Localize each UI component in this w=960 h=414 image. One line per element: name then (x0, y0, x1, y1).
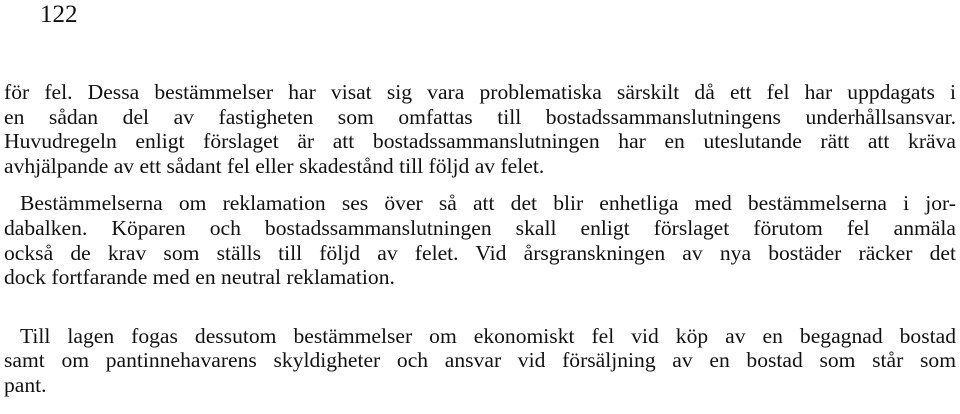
paragraph-3 (4, 324, 956, 398)
paragraph-2 (4, 191, 956, 289)
body-text (4, 80, 956, 398)
text-line: pant. (4, 372, 47, 397)
text-line: avhjälpande av ett sådant fel eller skadestånd till följd av felet. (4, 153, 545, 178)
text-line: Bestämmelserna om reklamation ses över så att det blir enhetliga med bestämmelserna i jor- (20, 191, 956, 216)
text-line: också de krav som ställs till följd av felet. Vid årsgranskningen av nya bostäder räcker det (4, 240, 956, 265)
page-number: 122 (40, 1, 78, 28)
paragraph-1 (4, 80, 956, 178)
text-line: dock fortfarande med en neutral reklamation. (4, 265, 395, 290)
text-line: samt om pantinnehavarens skyldigheter och ansvar vid försäljning av en bostad som står som (4, 348, 956, 373)
text-line: dabalken. Köparen och bostadssammanslutningen skall enligt förslaget förutom fel anmäla (4, 215, 956, 240)
text-line: en sådan del av fastigheten som omfattas till bostadssammanslutningens underhållsansvar. (4, 104, 956, 129)
text-line: Till lagen fogas dessutom bestämmelser om ekonomiskt fel vid köp av en begagnad bostad (20, 323, 956, 348)
text-line: för fel. Dessa bestämmelser har visat sig vara problematiska särskilt då ett fel har uppdagats i (4, 80, 956, 104)
text-line: Huvudregeln enligt förslaget är att bostadssammanslutningen har en uteslutande rätt att kräva (4, 129, 956, 154)
